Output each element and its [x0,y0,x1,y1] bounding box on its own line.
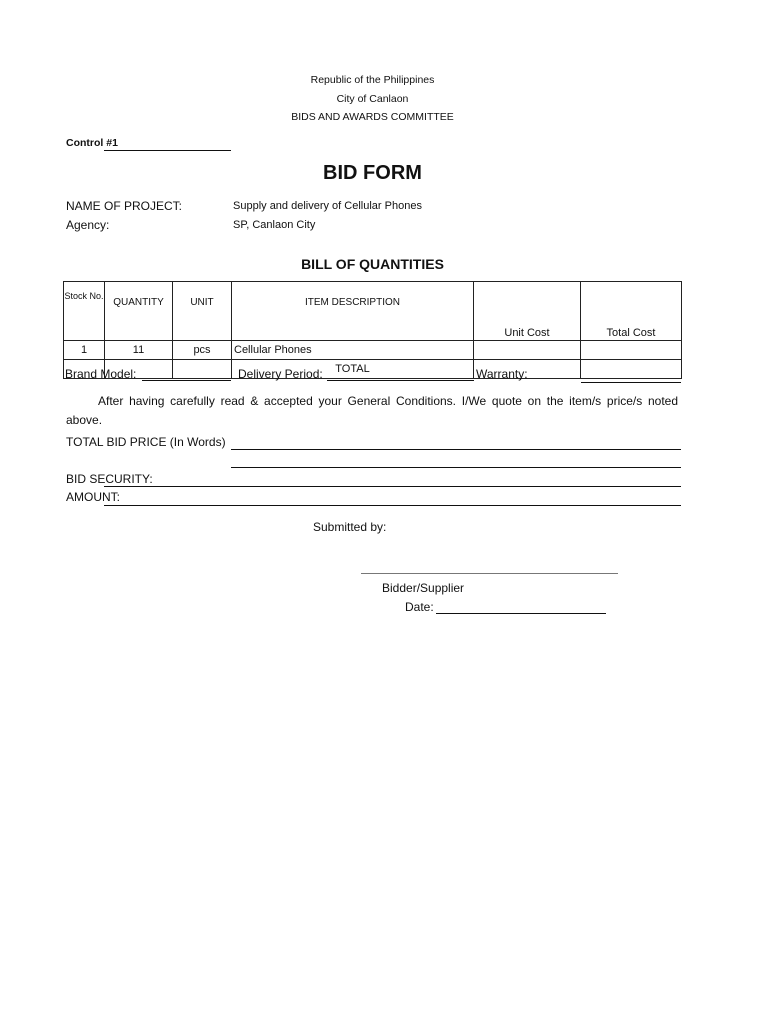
bid-security-line[interactable] [104,486,681,487]
table-row [64,341,682,360]
project-name-value: Supply and delivery of Cellular Phones [233,200,422,212]
bid-security-label: BID SECURITY: [66,472,153,486]
project-name-label: NAME OF PROJECT: [66,199,183,213]
warranty-label: Warranty: [476,367,528,381]
agency-value: SP, Canlaon City [233,219,316,231]
cell-total-cost [581,341,682,360]
column-header-unit: UNIT [173,282,232,341]
signature-line[interactable] [361,573,618,574]
cell-quantity: 11 [105,341,173,360]
cell-item-description: Cellular Phones [232,341,474,360]
control-label: Control #1 [66,137,118,149]
cell-unit: pcs [173,341,232,360]
total-bid-price-line-1[interactable] [231,449,681,450]
delivery-period-label: Delivery Period: [238,367,323,381]
date-label: Date: [405,600,434,614]
header-committee: BIDS AND AWARDS COMMITTEE [291,111,454,123]
cell-empty [173,360,232,379]
delivery-period-line[interactable] [327,380,474,381]
table-total-row [64,360,682,379]
control-line [104,150,231,151]
column-header-quantity: QUANTITY [105,282,173,341]
page-title: BID FORM [323,162,422,184]
date-line[interactable] [436,613,606,614]
statement-text: After having carefully read & accepted your General Conditions. I/We quote on the item/s price/s noted above. [66,394,678,427]
amount-line[interactable] [104,505,681,506]
bill-of-quantities-table [63,281,682,379]
header-republic: Republic of the Philippines [310,74,435,86]
table-header-row [64,282,682,341]
cell-stock-no: 1 [64,341,105,360]
warranty-line[interactable] [581,382,681,383]
cell-total-cost-total [581,360,682,379]
amount-label: AMOUNT: [66,490,120,504]
brand-model-label: Brand Model: [65,367,137,381]
boq-title: BILL OF QUANTITIES [301,256,444,272]
total-bid-price-line-2[interactable] [231,467,681,468]
agency-label: Agency: [66,218,110,232]
column-header-item-description: ITEM DESCRIPTION [232,282,474,341]
column-header-stock-no: Stock No. [64,282,105,341]
column-header-unit-cost: Unit Cost [474,282,581,341]
brand-model-line[interactable] [142,380,231,381]
total-bid-price-label: TOTAL BID PRICE (In Words) [66,435,226,449]
header-city: City of Canlaon [336,93,409,105]
cell-total-label: TOTAL [232,360,474,379]
submitted-by-label: Submitted by: [313,520,387,534]
cell-unit-cost [474,341,581,360]
column-header-total-cost: Total Cost [581,282,682,341]
bidder-supplier-label: Bidder/Supplier [382,581,465,595]
